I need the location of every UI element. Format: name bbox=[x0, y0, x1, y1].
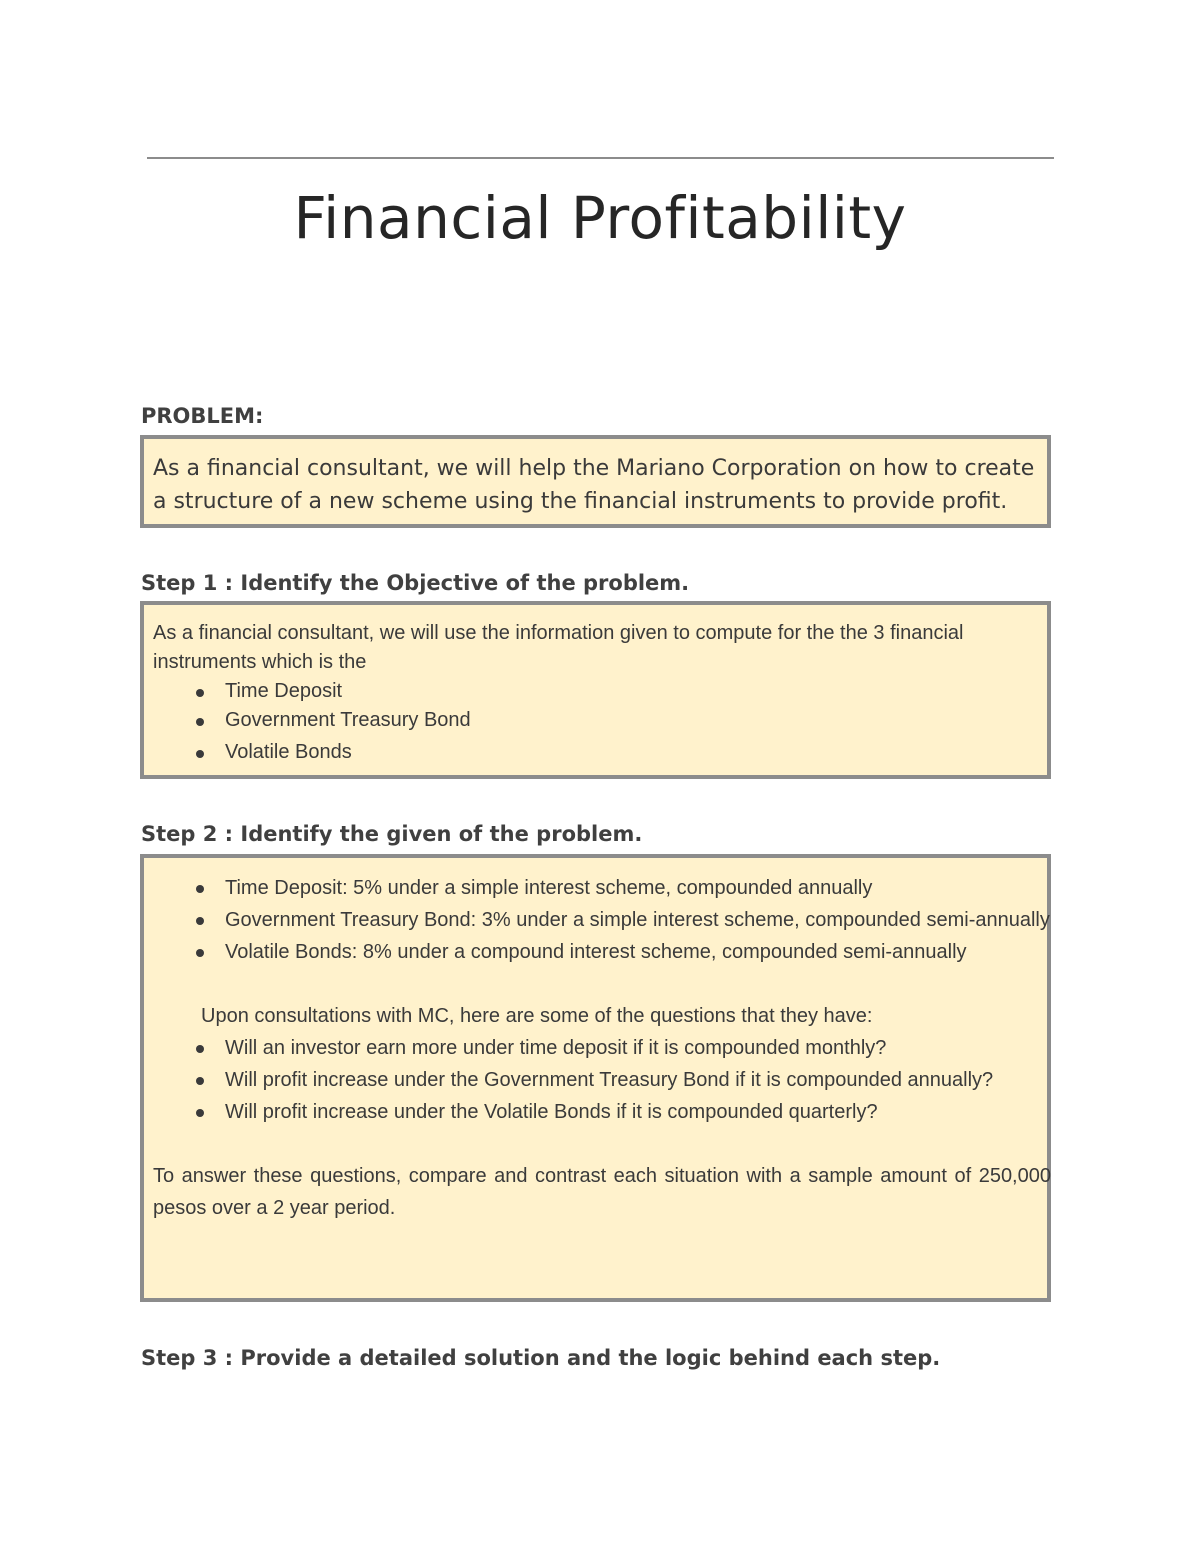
list-item-text: Government Treasury Bond bbox=[225, 709, 471, 731]
questions-intro: Upon consultations with MC, here are some of the questions that they have: bbox=[201, 1005, 873, 1027]
list-item-text: Volatile Bonds bbox=[225, 741, 352, 763]
list-item bbox=[153, 872, 1051, 904]
list-item bbox=[153, 1096, 1051, 1128]
problem-text: As a financial consultant, we will help the Mariano Corporation on how to create a structure of a new scheme using the financial instruments to provide profit. bbox=[153, 456, 1035, 514]
bullet-icon bbox=[196, 1109, 204, 1117]
step2-givens-list bbox=[153, 872, 1051, 968]
title-rule bbox=[147, 157, 1054, 159]
step1-box bbox=[140, 601, 1051, 779]
list-item bbox=[153, 706, 1043, 735]
list-item bbox=[153, 936, 1051, 968]
bullet-icon bbox=[196, 949, 204, 957]
list-item bbox=[153, 677, 1043, 706]
step1-list bbox=[153, 677, 1043, 767]
bullet-icon bbox=[196, 1045, 204, 1053]
list-item-text: Will an investor earn more under time deposit if it is compounded monthly? bbox=[225, 1037, 887, 1059]
bullet-icon bbox=[196, 689, 204, 697]
list-item bbox=[153, 904, 1051, 936]
bullet-icon bbox=[196, 750, 204, 758]
document-title: Financial Profitability bbox=[293, 184, 907, 252]
problem-box bbox=[140, 435, 1051, 528]
list-item-text: Government Treasury Bond: 3% under a simple interest scheme, compounded semi-annually bbox=[225, 909, 1050, 931]
bullet-icon bbox=[196, 718, 204, 726]
list-item-text: Volatile Bonds: 8% under a compound interest scheme, compounded semi-annually bbox=[225, 941, 967, 963]
list-item bbox=[153, 738, 1043, 767]
step2-content bbox=[153, 872, 1051, 1224]
step1-content bbox=[153, 619, 1043, 767]
step2-box bbox=[140, 854, 1051, 1302]
list-item-text: Will profit increase under the Volatile Bonds if it is compounded quarterly? bbox=[225, 1101, 878, 1123]
list-item bbox=[153, 1064, 1051, 1096]
step1-intro: As a financial consultant, we will use the information given to compute for the the 3 financial instruments which is the bbox=[153, 622, 964, 673]
bullet-icon bbox=[196, 1077, 204, 1085]
list-item bbox=[153, 1032, 1051, 1064]
step2-heading: Step 2 : Identify the given of the problem. bbox=[141, 822, 643, 846]
problem-heading: PROBLEM: bbox=[141, 404, 264, 428]
list-item-text: Time Deposit bbox=[225, 680, 343, 702]
list-item-text: Time Deposit: 5% under a simple interest scheme, compounded annually bbox=[225, 877, 873, 899]
bullet-icon bbox=[196, 885, 204, 893]
list-item-text: Will profit increase under the Government Treasury Bond if it is compounded annually? bbox=[225, 1069, 994, 1091]
step3-heading: Step 3 : Provide a detailed solution and the logic behind each step. bbox=[141, 1346, 941, 1370]
step1-heading: Step 1 : Identify the Objective of the problem. bbox=[141, 571, 690, 595]
bullet-icon bbox=[196, 917, 204, 925]
step2-questions-list bbox=[153, 1032, 1051, 1128]
step2-conclusion: To answer these questions, compare and contrast each situation with a sample amount of 250,000 pesos over a 2 year period. bbox=[153, 1165, 1051, 1219]
